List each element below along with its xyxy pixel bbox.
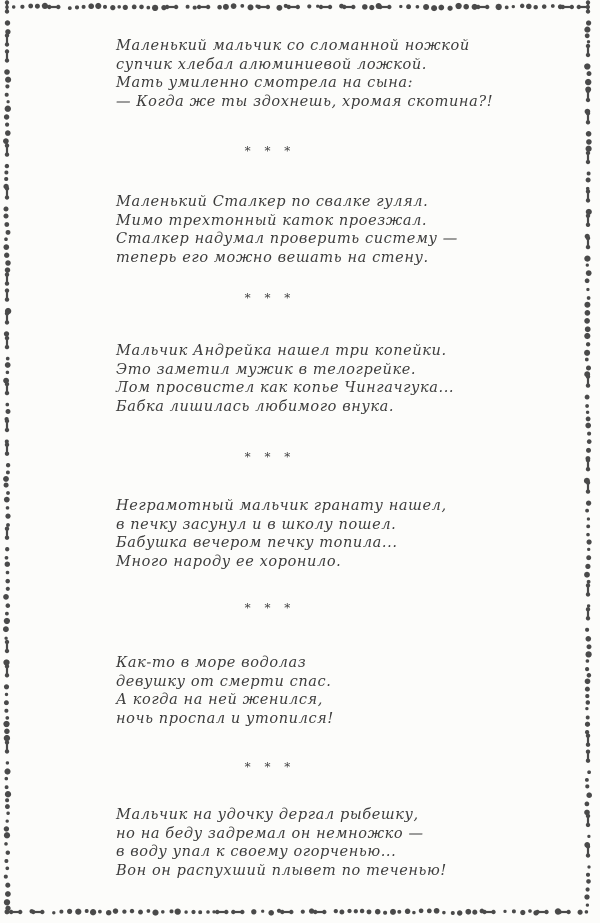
stanza-separator: * * * xyxy=(244,760,296,774)
poem-line: девушку от смерти спас. xyxy=(116,673,332,690)
poem-stanza-6 xyxy=(116,806,447,880)
poem-line: теперь его можно вешать на стену. xyxy=(116,249,429,266)
poem-line: А когда на ней женился, xyxy=(116,692,323,708)
poem-line: Сталкер надумал проверить систему — xyxy=(116,231,458,247)
poem-line: Бабушка вечером печку топила... xyxy=(116,535,398,551)
stanza-separator: * * * xyxy=(244,291,296,305)
poem-line: Как-то в море водолаз xyxy=(116,655,307,671)
poem-line: Вон он распухший плывет по теченью! xyxy=(116,862,447,879)
poem-line: Бабка лишилась любимого внука. xyxy=(116,398,395,415)
poem-line: Мать умиленно смотрела на сына: xyxy=(116,75,414,91)
stanza-separator: * * * xyxy=(244,601,296,615)
poem-line: — Когда же ты здохнешь, хромая скотина?! xyxy=(116,93,494,110)
poem-line: Мальчик на удочку дергал рыбешку, xyxy=(116,807,419,823)
poem-line: Это заметил мужик в телогрейке. xyxy=(116,361,417,378)
poem-line: супчик хлебал алюминиевой ложкой. xyxy=(116,56,427,73)
poem-line: Мальчик Андрейка нашел три копейки. xyxy=(116,343,447,359)
poem-line: Много народу ее хоронило. xyxy=(116,553,342,570)
poem-line: но на беду задремал он немножко — xyxy=(116,825,424,842)
poem-line: Маленький Сталкер по свалке гулял. xyxy=(116,194,429,210)
poem-stanza-2 xyxy=(116,193,458,267)
poem-stanza-4 xyxy=(116,497,447,571)
poem-line: Лом просвистел как копье Чингачгука... xyxy=(116,380,455,396)
poem-line: Неграмотный мальчик гранату нашел, xyxy=(116,498,447,514)
poem-line: в воду упал к своему огорченью... xyxy=(116,844,397,860)
poem-line: Мимо трехтонный каток проезжал. xyxy=(116,212,428,229)
stanza-separator: * * * xyxy=(244,450,296,464)
poem-stanza-5 xyxy=(116,654,334,728)
poem-line: ночь проспал и утопился! xyxy=(116,710,334,727)
poem-stanza-1 xyxy=(116,37,493,111)
stanza-separator: * * * xyxy=(244,144,296,158)
poem-stanza-3 xyxy=(116,342,454,416)
poem-line: в печку засунул и в школу пошел. xyxy=(116,516,397,533)
poem-line: Маленький мальчик со сломанной ножкой xyxy=(116,38,470,54)
